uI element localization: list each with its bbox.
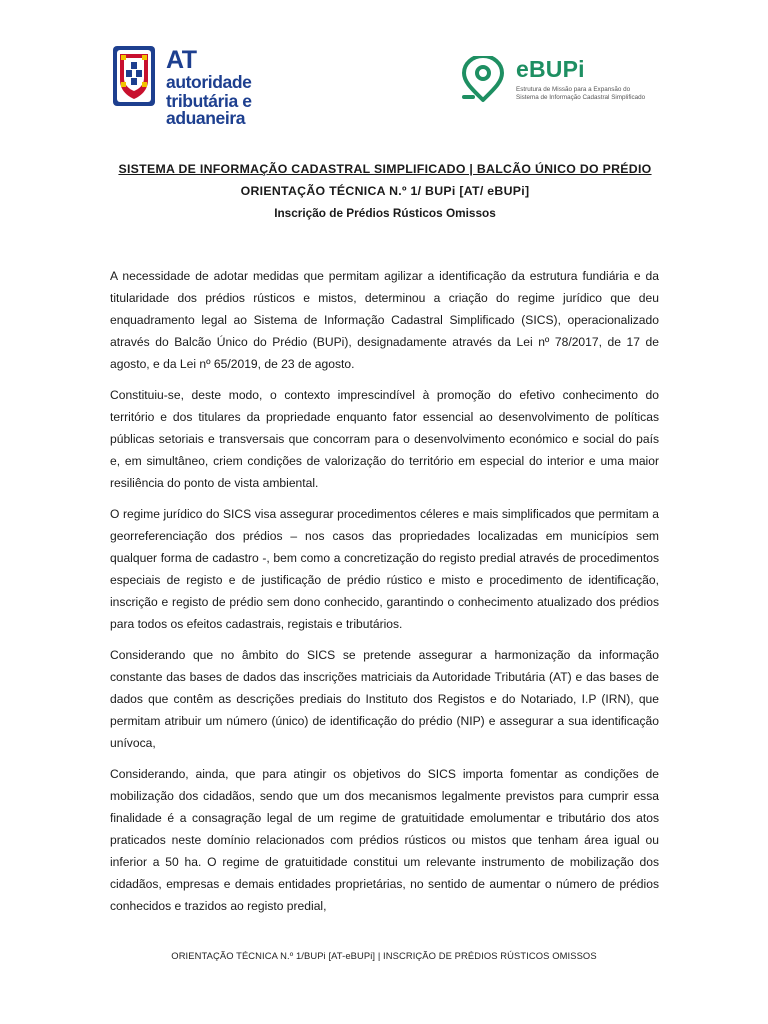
ebupi-desc-line2: Sistema de Informação Cadastral Simplificado xyxy=(516,94,646,101)
page-header xyxy=(0,0,768,140)
paragraph: Constituiu-se, deste modo, o contexto imprescindível à promoção do efetivo conhecimento do território e dos titulares da propriedade enquanto fator essencial ao desenvolvimento de políticas públicas setoriais e transversais que concorram para o desenvolvimento económico e social do país e, em simultâneo, criem condições de valorização do território em especial do interior e uma maior resiliência do ponto de vista ambiental. xyxy=(110,388,659,490)
paragraph: Considerando, ainda, que para atingir os objetivos do SICS importa fomentar as condições de mobilização dos cidadãos, sendo que um dos mecanismos legalmente previstos para cumprir essa finalidade é a consagração legal de um regime de gratuitidade emolumentar e tributário dos atos praticados neste domínio relacionados com prédios rústicos ou mistos que tenham área igual ou inferior a 50 ha. O regime de gratuitidade constitui um relevante instrumento de mobilização dos cidadãos, empresas e demais entidades proprietárias, no sentido de aumentar o número de prédios conhecidos e trazidos ao registo predial, xyxy=(110,767,659,913)
paragraph: O regime jurídico do SICS visa assegurar procedimentos céleres e mais simplificados que permitam a georreferenciação dos prédios – nos casos das propriedades localizadas em municípios sem qualquer forma de cadastro -, bem como a concretização do registo predial através de procedimentos especiais de registo e de justificação de prédio rústico e misto e procedimento de identificação, inscrição e registo de prédio sem dono conhecido, garantindo o conhecimento atualizado dos prédios para todos os efeitos cadastrais, registais e tributários. xyxy=(110,507,659,631)
paragraph: A necessidade de adotar medidas que permitam agilizar a identificação da estrutura fundiária e da titularidade dos prédios rústicos e mistos, determinou a criação do regime jurídico que deu enquadramento legal ao Sistema de Informação Cadastral Simplificado (SICS), operacionalizado através do Balcão Único do Prédio (BUPi), designadamente através da Lei nº 78/2017, de 17 de agosto, e da Lei nº 65/2019, de 23 de agosto. xyxy=(110,269,659,371)
location-pin-icon xyxy=(458,56,508,104)
at-logo-text xyxy=(166,48,330,128)
ebupi-name: eBUPi xyxy=(516,56,585,82)
page-footer: ORIENTAÇÃO TÉCNICA N.º 1/BUPi [AT-eBUPi] | INSCRIÇÃO DE PRÉDIOS RÚSTICOS OMISSOS xyxy=(171,950,597,961)
document-body xyxy=(110,265,659,926)
document-title-block xyxy=(110,158,660,224)
document-subtitle: ORIENTAÇÃO TÉCNICA N.º 1/ BUPi [AT/ eBUPi] xyxy=(240,184,530,198)
at-name-line2: tributária e aduaneira xyxy=(166,90,252,128)
at-logo xyxy=(110,44,330,128)
paragraph: Considerando que no âmbito do SICS se pretende assegurar a harmonização da informação constante das bases de dados das inscrições matriciais da Autoridade Tributária (AT) e das bases de dados que contêm as descrições prediais do Instituto dos Registos e do Notariado, I.P (IRN), que permitam atribuir um número (único) de identificação do prédio (NIP) e assegurar a sua identificação unívoca, xyxy=(110,648,659,750)
ebupi-description xyxy=(516,86,666,102)
at-name-line1: autoridade xyxy=(166,72,252,92)
document-title: SISTEMA DE INFORMAÇÃO CADASTRAL SIMPLIFICADO | BALCÃO ÚNICO DO PRÉDIO xyxy=(118,162,652,176)
ebupi-desc-line1: Estrutura de Missão para a Expansão do xyxy=(516,86,631,93)
portuguese-shield-icon xyxy=(110,44,158,110)
document-topic: Inscrição de Prédios Rústicos Omissos xyxy=(274,206,496,220)
ebupi-logo xyxy=(458,50,658,110)
at-abbr: AT xyxy=(166,46,197,74)
